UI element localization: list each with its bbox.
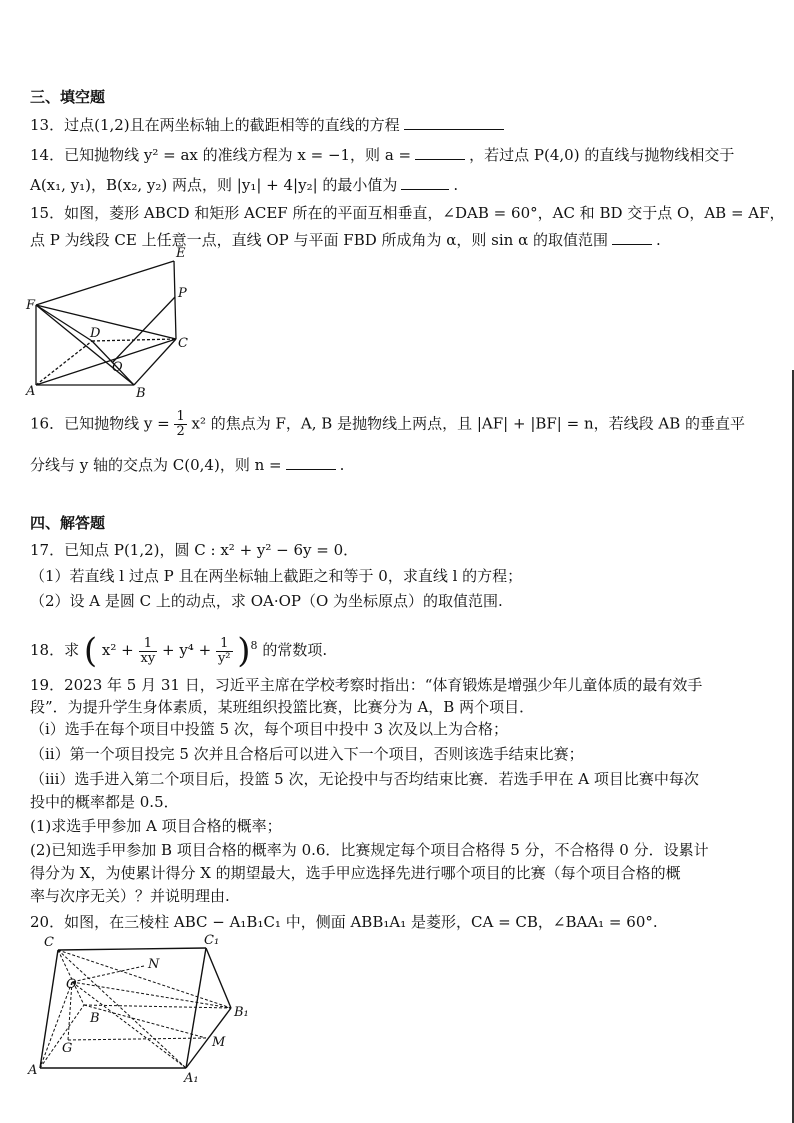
q16-frac-den: 2 [176, 424, 185, 439]
question-15-line1: 15．如图，菱形 ABCD 和矩形 ACEF 所在的平面互相垂直，∠DAB = 60°，AC 和 BD 交于点 O，AB = AF， [30, 204, 785, 222]
q14-text-b: ，若过点 P(4,0) 的直线与抛物线相交于 [469, 146, 735, 164]
section-3-title: 三、填空题 [30, 88, 106, 106]
question-16-line2 [30, 453, 344, 475]
question-17-part2: （2）设 A 是圆 C 上的动点，求 OA·OP（O 为坐标原点）的取值范围. [30, 592, 503, 610]
question-19-rule1: （i）选手在每个项目中投篮 5 次，每个项目中投中 3 次及以上为合格； [30, 720, 508, 738]
question-19-part2a: (2)已知选手甲参加 B 项目合格的概率为 0.6．比赛规定每个项目合格得 5 分，不合格得 0 分．设累计 [30, 841, 709, 859]
fig20-label-B1: B₁ [234, 1005, 249, 1020]
question-19-rule3b: 投中的概率都是 0.5． [30, 793, 179, 811]
fig20-label-O: O [66, 977, 77, 992]
question-19-line2: 段”．为提升学生身体素质，某班组织投篮比赛，比赛分为 A，B 两个项目． [30, 698, 535, 716]
q18-term2: + y⁴ + [161, 641, 212, 659]
fig15-label-E: E [176, 246, 186, 261]
q13-answer-blank [404, 113, 504, 130]
q14-text-a: 14．已知抛物线 y² = ax 的准线方程为 x = −1，则 a = [30, 146, 412, 164]
q18-power: 8 [250, 639, 258, 652]
fig20-label-A: A [28, 1063, 38, 1078]
q18-f1-num: 1 [139, 637, 158, 652]
q16-text-a: 16．已知抛物线 y = [30, 414, 170, 433]
q18-fraction1 [139, 637, 158, 666]
question-14-line1 [30, 143, 734, 165]
q16-text-b: x² 的焦点为 F，A, B 是抛物线上两点，且 |AF| + |BF| = n，若线段 AB 的垂直平 [191, 414, 746, 433]
q18-prefix: 18．求 [30, 641, 80, 659]
question-14-line2 [30, 173, 458, 195]
fig15-label-B: B [136, 386, 146, 400]
section-4-title: 四、解答题 [30, 514, 106, 532]
question-18 [30, 626, 327, 671]
q14-blank-a [415, 143, 465, 160]
q18-f2-num: 1 [216, 637, 233, 652]
fig20-label-N: N [148, 957, 160, 972]
fig20-label-G: G [62, 1041, 73, 1056]
question-19-part2b: 得分为 X，为使累计得分 X 的期望最大，选手甲应选择先进行哪个项目的比赛（每个项目合格的概 [30, 864, 681, 882]
question-16-line1 [30, 410, 745, 439]
question-19-rule2: （ii）第一个项目投完 5 次并且合格后可以进入下一个项目，否则该选手结束比赛； [30, 745, 584, 763]
q14-text-c: A(x₁, y₁)，B(x₂, y₂) 两点，则 |y₁| + 4|y₂| 的最小值为 [30, 176, 398, 194]
q18-fraction2 [216, 637, 233, 666]
fig20-label-A1: A₁ [184, 1071, 199, 1085]
q18-term1: x² + [101, 641, 134, 659]
q14-text-d: . [453, 176, 459, 194]
question-20-line1: 20．如图，在三棱柱 ABC − A₁B₁C₁ 中，侧面 ABB₁A₁ 是菱形，CA = CB，∠BAA₁ = 60°. [30, 913, 658, 931]
fig20-label-B: B [90, 1011, 100, 1026]
fig20-label-C: C [44, 935, 54, 950]
q16-frac-num: 1 [176, 409, 185, 424]
q18-f1-den: xy [140, 650, 156, 666]
question-17-part1: （1）若直线 l 过点 P 且在两坐标轴上截距之和等于 0，求直线 l 的方程； [30, 567, 523, 585]
fig15-label-F: F [26, 298, 36, 313]
q18-f2-den: y² [217, 650, 231, 666]
q16-blank [286, 453, 336, 470]
fig15-label-C: C [178, 336, 188, 351]
q14-blank-b [401, 173, 449, 190]
question-13 [30, 113, 508, 135]
fig20-label-C1: C₁ [204, 933, 220, 948]
question-17-line1: 17．已知点 P(1,2)，圆 C : x² + y² − 6y = 0． [30, 541, 359, 559]
q15-blank [612, 228, 652, 245]
fig20-label-M: M [212, 1035, 226, 1050]
q18-suffix: 的常数项. [262, 641, 328, 659]
q18-close-paren: ) [237, 631, 251, 671]
question-19-part2c: 率与次序无关）？并说明理由. [30, 887, 230, 905]
q15-text-b: . [656, 231, 661, 249]
question-19-rule3a: （iii）选手进入第二个项目后，投篮 5 次，无论投中与否均结束比赛．若选手甲在 A 项目比赛中每次 [30, 770, 699, 788]
q18-open-paren: ( [83, 631, 98, 671]
q16-fraction [174, 410, 186, 439]
q15-figure [24, 245, 204, 400]
question-19-line1: 19．2023 年 5 月 31 日，习近平主席在学校考察时指出：“体育锻炼是增强少年儿童体质的最有效手 [30, 676, 703, 694]
q15-text-a: 点 P 为线段 CE 上任意一点，直线 OP 与平面 FBD 所成角为 α，则 sin α 的取值范围 [30, 231, 609, 249]
q13-text: 13．过点(1,2)且在两坐标轴上的截距相等的直线的方程 [30, 116, 400, 134]
fig15-label-A: A [26, 384, 36, 399]
fig15-label-P: P [178, 286, 187, 301]
q16-text-c: 分线与 y 轴的交点为 C(0,4)，则 n = [30, 456, 282, 474]
q20-figure [26, 930, 276, 1085]
q16-text-d: . [339, 456, 345, 474]
fig15-label-D: D [90, 326, 101, 341]
question-19-part1: (1)求选手甲参加 A 项目合格的概率； [30, 817, 282, 835]
fig15-label-O: O [112, 360, 123, 375]
